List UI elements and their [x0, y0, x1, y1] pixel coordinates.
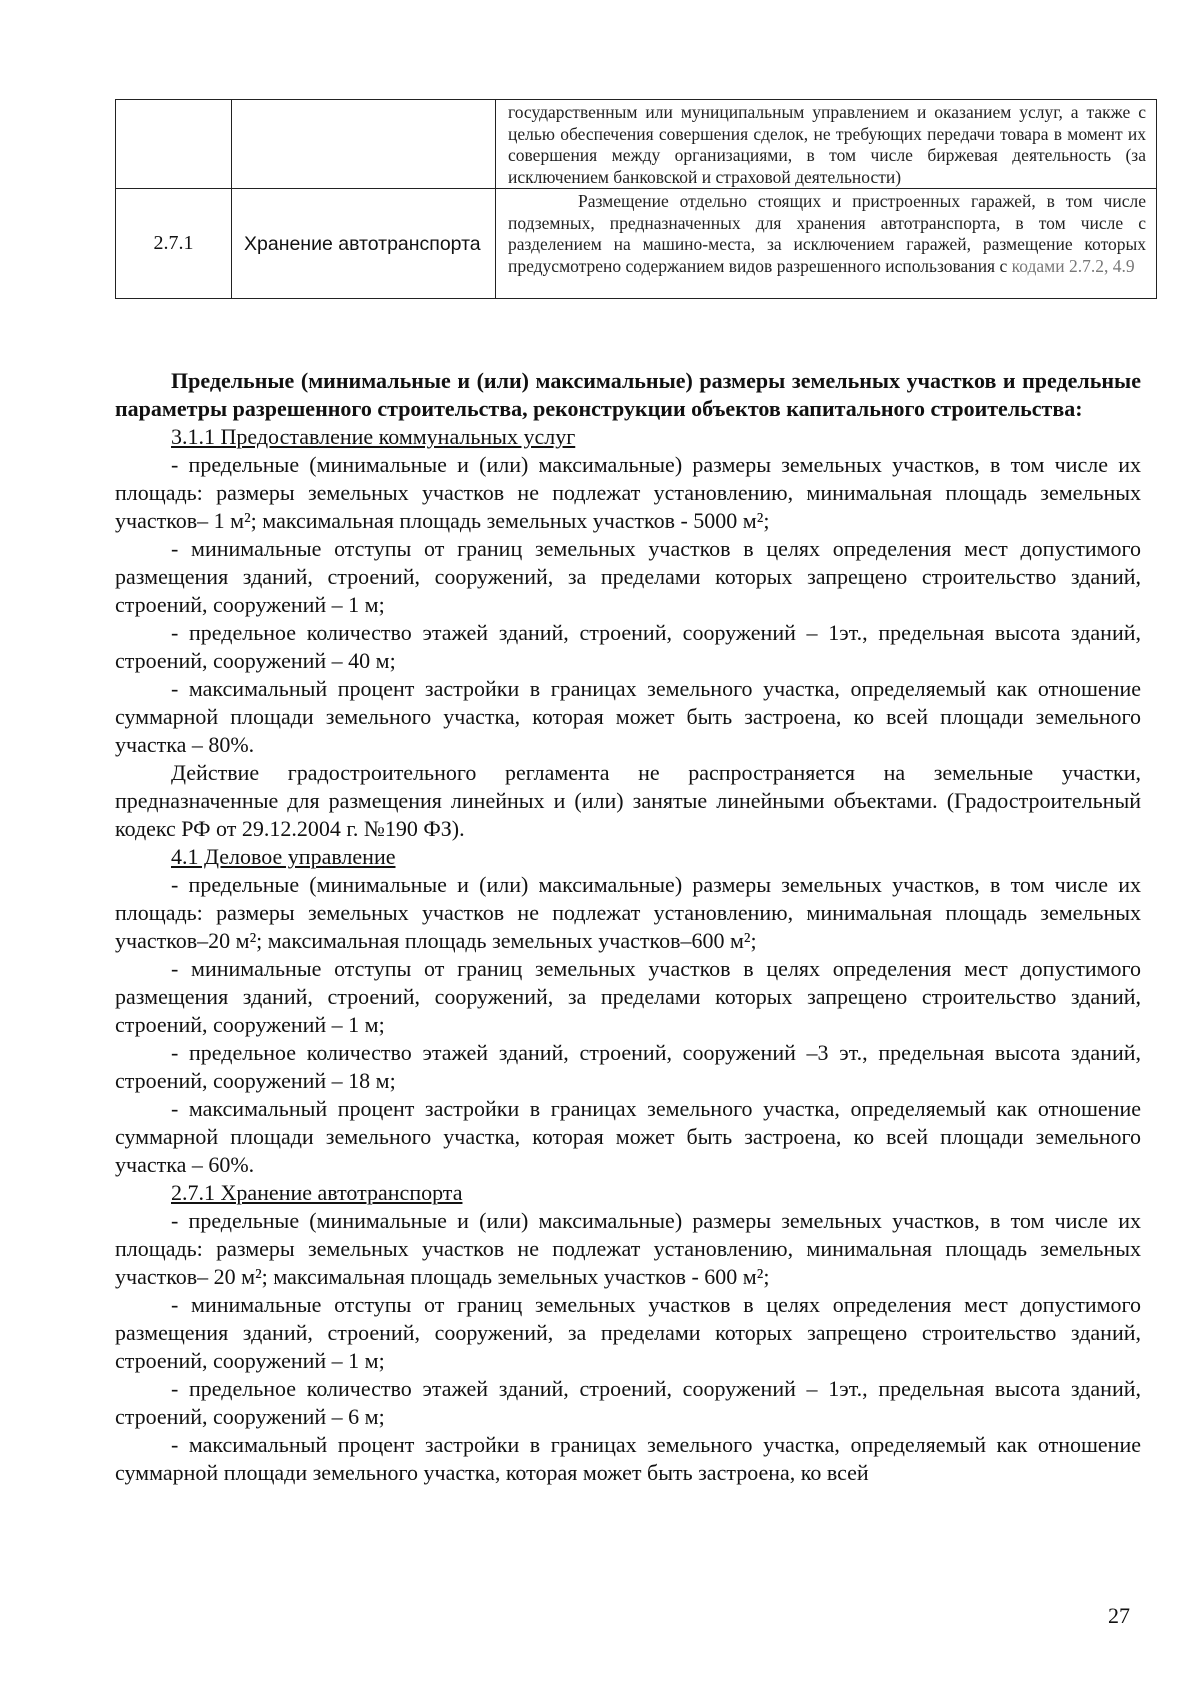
- document-body: [115, 367, 1141, 1487]
- subsection-title: 3.1.1 Предоставление коммунальных услуг: [171, 424, 576, 449]
- subsection-title: 2.7.1 Хранение автотранспорта: [171, 1180, 463, 1205]
- paragraph: - предельные (минимальные и (или) максимальные) размеры земельных участков, в том числе их площадь: размеры земельных участков не подлежат установлению, минимальная площадь земельных участков–20 м²; максимальная площадь земельных участков–600 м²;: [115, 872, 1141, 953]
- paragraph: - максимальный процент застройки в границах земельного участка, определяемый как отношение суммарной площади земельного участка, которая может быть застроена, ко всей площади земельного участка – 60%.: [115, 1096, 1141, 1177]
- table-cell-code: [116, 100, 232, 189]
- paragraph: - минимальные отступы от границ земельных участков в целях определения мест допустимого размещения зданий, строений, сооружений, за пределами которых запрещено строительство зданий, строений, сооружений – 1 м;: [115, 1292, 1141, 1373]
- table-row: [116, 189, 1157, 299]
- paragraph: - предельное количество этажей зданий, строений, сооружений – 1эт., предельная высота зданий, строений, сооружений – 40 м;: [115, 620, 1141, 673]
- paragraph: - минимальные отступы от границ земельных участков в целях определения мест допустимого размещения зданий, строений, сооружений, за пределами которых запрещено строительство зданий, строений, сооружений – 1 м;: [115, 536, 1141, 617]
- paragraph: - минимальные отступы от границ земельных участков в целях определения мест допустимого размещения зданий, строений, сооружений, за пределами которых запрещено строительство зданий, строений, сооружений – 1 м;: [115, 956, 1141, 1037]
- paragraph: - максимальный процент застройки в границах земельного участка, определяемый как отношение суммарной площади земельного участка, которая может быть застроена, ко всей площади земельного участка – 80%.: [115, 676, 1141, 757]
- description-text: государственным или муниципальным управлением и оказанием услуг, а также с целью обеспечения совершения сделок, не требующих передачи товара в момент их совершения между организациями, в том числе биржевая деятельность (за исключением банковской и страховой деятельности): [508, 102, 1146, 187]
- section-heading: Предельные (минимальные и (или) максимальные) размеры земельных участков и предельные параметры разрешенного строительства, реконструкции объектов капитального строительства:: [115, 368, 1141, 421]
- table-cell-name: Хранение автотранспорта: [232, 189, 496, 299]
- table-cell-code: 2.7.1: [116, 189, 232, 299]
- table-cell-name: [232, 100, 496, 189]
- table-row: [116, 100, 1157, 189]
- page-number: 27: [1108, 1603, 1130, 1628]
- table-cell-description: [496, 100, 1157, 189]
- subsection-title: 4.1 Деловое управление: [171, 844, 396, 869]
- description-main: Размещение отдельно стоящих и пристроенных гаражей, в том числе подземных, предназначенных для хранения автотранспорта, в том числе с разделением на машино-места, за исключением гаражей, размещение которых предусмотрено содержанием видов разрешенного использования с: [508, 191, 1146, 276]
- paragraph: - предельное количество этажей зданий, строений, сооружений – 1эт., предельная высота зданий, строений, сооружений – 6 м;: [115, 1376, 1141, 1429]
- paragraph: Действие градостроительного регламента не распространяется на земельные участки, предназначенные для размещения линейных и (или) занятые линейными объектами. (Градостроительный кодекс РФ от 29.12.2004 г. №190 ФЗ).: [115, 760, 1141, 841]
- land-use-table: [115, 99, 1157, 299]
- table-cell-description: [496, 189, 1157, 299]
- paragraph: - максимальный процент застройки в границах земельного участка, определяемый как отношение суммарной площади земельного участка, которая может быть застроена, ко всей: [115, 1432, 1141, 1485]
- paragraph: - предельное количество этажей зданий, строений, сооружений –3 эт., предельная высота зданий, строений, сооружений – 18 м;: [115, 1040, 1141, 1093]
- paragraph: - предельные (минимальные и (или) максимальные) размеры земельных участков, в том числе их площадь: размеры земельных участков не подлежат установлению, минимальная площадь земельных участков– 20 м²; максимальная площадь земельных участков - 600 м²;: [115, 1208, 1141, 1289]
- description-text: [496, 189, 1156, 277]
- paragraph: - предельные (минимальные и (или) максимальные) размеры земельных участков, в том числе их площадь: размеры земельных участков не подлежат установлению, минимальная площадь земельных участков– 1 м²; максимальная площадь земельных участков - 5000 м²;: [115, 452, 1141, 533]
- description-codes: кодами 2.7.2, 4.9: [1011, 255, 1135, 276]
